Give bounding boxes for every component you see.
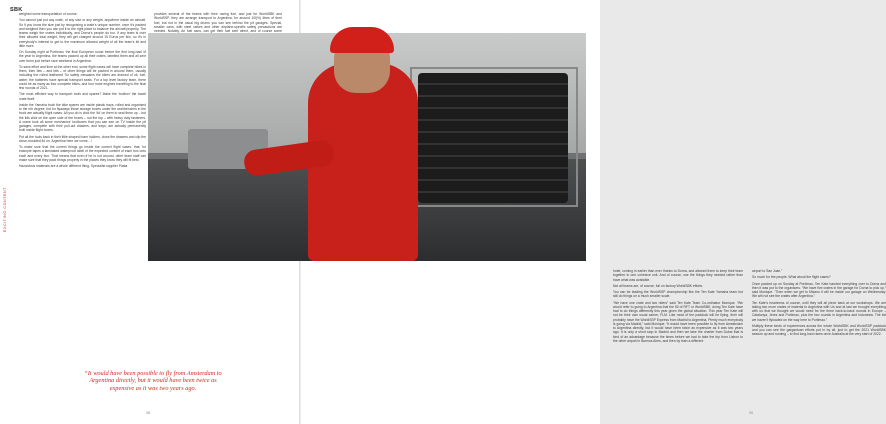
stacked-tyres — [418, 73, 568, 203]
paragraph: Multiply these kinds of experiences across the whole WorldSBK and WorldSSP paddock and you can see the gargantuan efforts put in by all, just to get the 2021 WorldSBK season up and running – to find long-haul races once Australia at the very start of 2022. — [752, 323, 886, 337]
paragraph: hotel, coming in earlier than ever thanks to Dorna, and allowed them to keep their team together in one cohesive unit. And of course, use the things they needed rather than have what was available. — [613, 269, 743, 282]
paragraph: Not all teams are, of course, full on factory WorldSBK efforts. — [613, 283, 704, 288]
paragraph: Ten Kate’s heaviness of course, until they will all piece back at our workshops. We are taking two more crates of material to Argentina with Us and at last we brought everything with us that we thought we would need for the three back-to-back rounds in Europe – Catalunya, Jerez and Portimao, plus the two rounds in Argentina and Indonesia. The list we haven’t flyloaded on the way here to Portimao.” — [752, 300, 886, 322]
paragraph: To make sure that the correct things go inside the correct flight cases, that, for example tapes a laminated waterproof label of the expected content of each box onto each and every box. That means that even if he is not around, other team staff can make sure that they pack things properly in the places they know they will fit best. — [19, 145, 146, 162]
paragraph: Put all the tools back in their little shaped foam holders, close the drawers and clip the close-moulded lid on. Argentina here we come…! — [19, 134, 146, 143]
paragraph: To save effort and time at the other end, some flight cases will have complete bikes in them, then bits – and bits – of other things will be packed in around them, usually including the rolled leathered Tor safety mesasins the bikes are drained of oil, fuel, water, the batteries have special transport seals. For a top level factory team, there could be as many as four complete bikes, and four more engines travelling to the final few rounds of 2021. — [19, 64, 146, 90]
article-column-right-1 — [613, 269, 743, 406]
paragraph: airport to San Juan.” — [752, 269, 783, 273]
page-number-right: 39 — [749, 411, 753, 415]
paragraph: Once packed up on Sunday at Portimao, Ten Kate handed everything over to Dorna and then it was put to the organisers. “We have five crates in the garage for Dorna to pick up,” said Monique. “Then when we get to Misano it will be inside our garage on Wednesday. We will not see the crates after Argentina.” — [752, 281, 886, 299]
team-member-cap — [330, 27, 394, 53]
article-column-right-2 — [752, 269, 886, 406]
paragraph: On Sunday night at Portimao, the final European round before the first long-haul of the year to Argentina, the teams packed up all their crates, labelled them and all sent over them just before race weekend in Argentina. — [19, 50, 146, 63]
article-column-left-1 — [19, 12, 146, 340]
paragraph: The most efficient way to transport tools and spares? Make the ‘toolbox’ the travel crate itself. — [19, 92, 146, 101]
page-number-left: 38 — [146, 411, 150, 415]
paragraph: “We have one crate and two riders” said Ten Kate Team Co-ordinator Monique. “We would refer to going to Argentina that the 50 of RFT or WorldSBK, doing Ten Kate have had to do things differently this year given the global situation. This year Ten Kate will not be their own usual carrier, FLM. Like most of the paddock will be flying, their will probably have the WorldSSP Express from Madrid to Argentina. Plenty much everybody is going via Madrid,” said Monique. “It would have been possible to fly from Amsterdam to Argentina directly, but it would have been twice as expensive as it was two years ago. It is only a short stop in Madrid and then we take the charter from Dubai that is kind of an advantage because the times before we had to take the trip from Lisbon to the other airport in Buenos Aires, and then by train a different — [613, 300, 743, 343]
paragraph: provides several of the teams with their racing fuel, and just for WorldSBK and WorldSSP, they are arrange transport to Argentina, for around 10l(%) litres of their fuel, but not in the usual big drums you can see behind the pit garages. Special, smaller cans, with steel valves and other airplane-specific safety precautions are needed. Notably, Ari fuel cans, can get their fuel sent direct, and of course some — [154, 12, 282, 33]
pull-quote: “It would have been possible to fly from Amsterdam to Argentina directly, but it would have been twice as expensive as it was two years ago. — [84, 370, 222, 392]
section-label: EXCITING CONTENT — [3, 187, 7, 233]
paragraph: weighed some transportation of course. — [19, 12, 78, 16]
paragraph: Inside the Yamaha truck the bike spares are inside plastic trays, rolled and organised to the nth degree, but for flyaways those storage boxes under the workbenches in the truck are actually flight cases. All you do is click the ‘lid’ on them to seal them up – but the lids click on the open side of the boxes – not the top – with heavy duty fasteners. A crane took all some mechanics’ toolboxes that you can see on TV inside the pit garages, complete with their pull-out drawers, and trays, are actually permanently built inside flight boxes. — [19, 102, 146, 133]
paragraph: So much for the people. What about the flight cases? — [752, 275, 831, 280]
paragraph: You cannot just put any crate, of any size or any weight, anywhere inside an aircraft. So if you know the size just by recognising a crate’s unique number, once it’s packed and weighed then you can put it to the right place to balance the aircraft properly. The teams weigh the crates individually, and Dorna’s people do too. If any team is over their allowed total weight, they will get charged around 15 Euros per kilo, so it’s in everybody’s interest to get to the maximum allowed weight of all the team’s kit and little more. — [19, 18, 146, 48]
paragraph: Hazardous materials are a whole different thing. Specialist supplier Pasta — [19, 164, 128, 168]
paragraph: You can be leading the WorldSSP championship like the Ten Kate Yamaha team but still do things on a much smaller scale. — [613, 290, 743, 299]
logo-text: SBK — [10, 7, 23, 13]
feature-photo — [148, 33, 586, 261]
